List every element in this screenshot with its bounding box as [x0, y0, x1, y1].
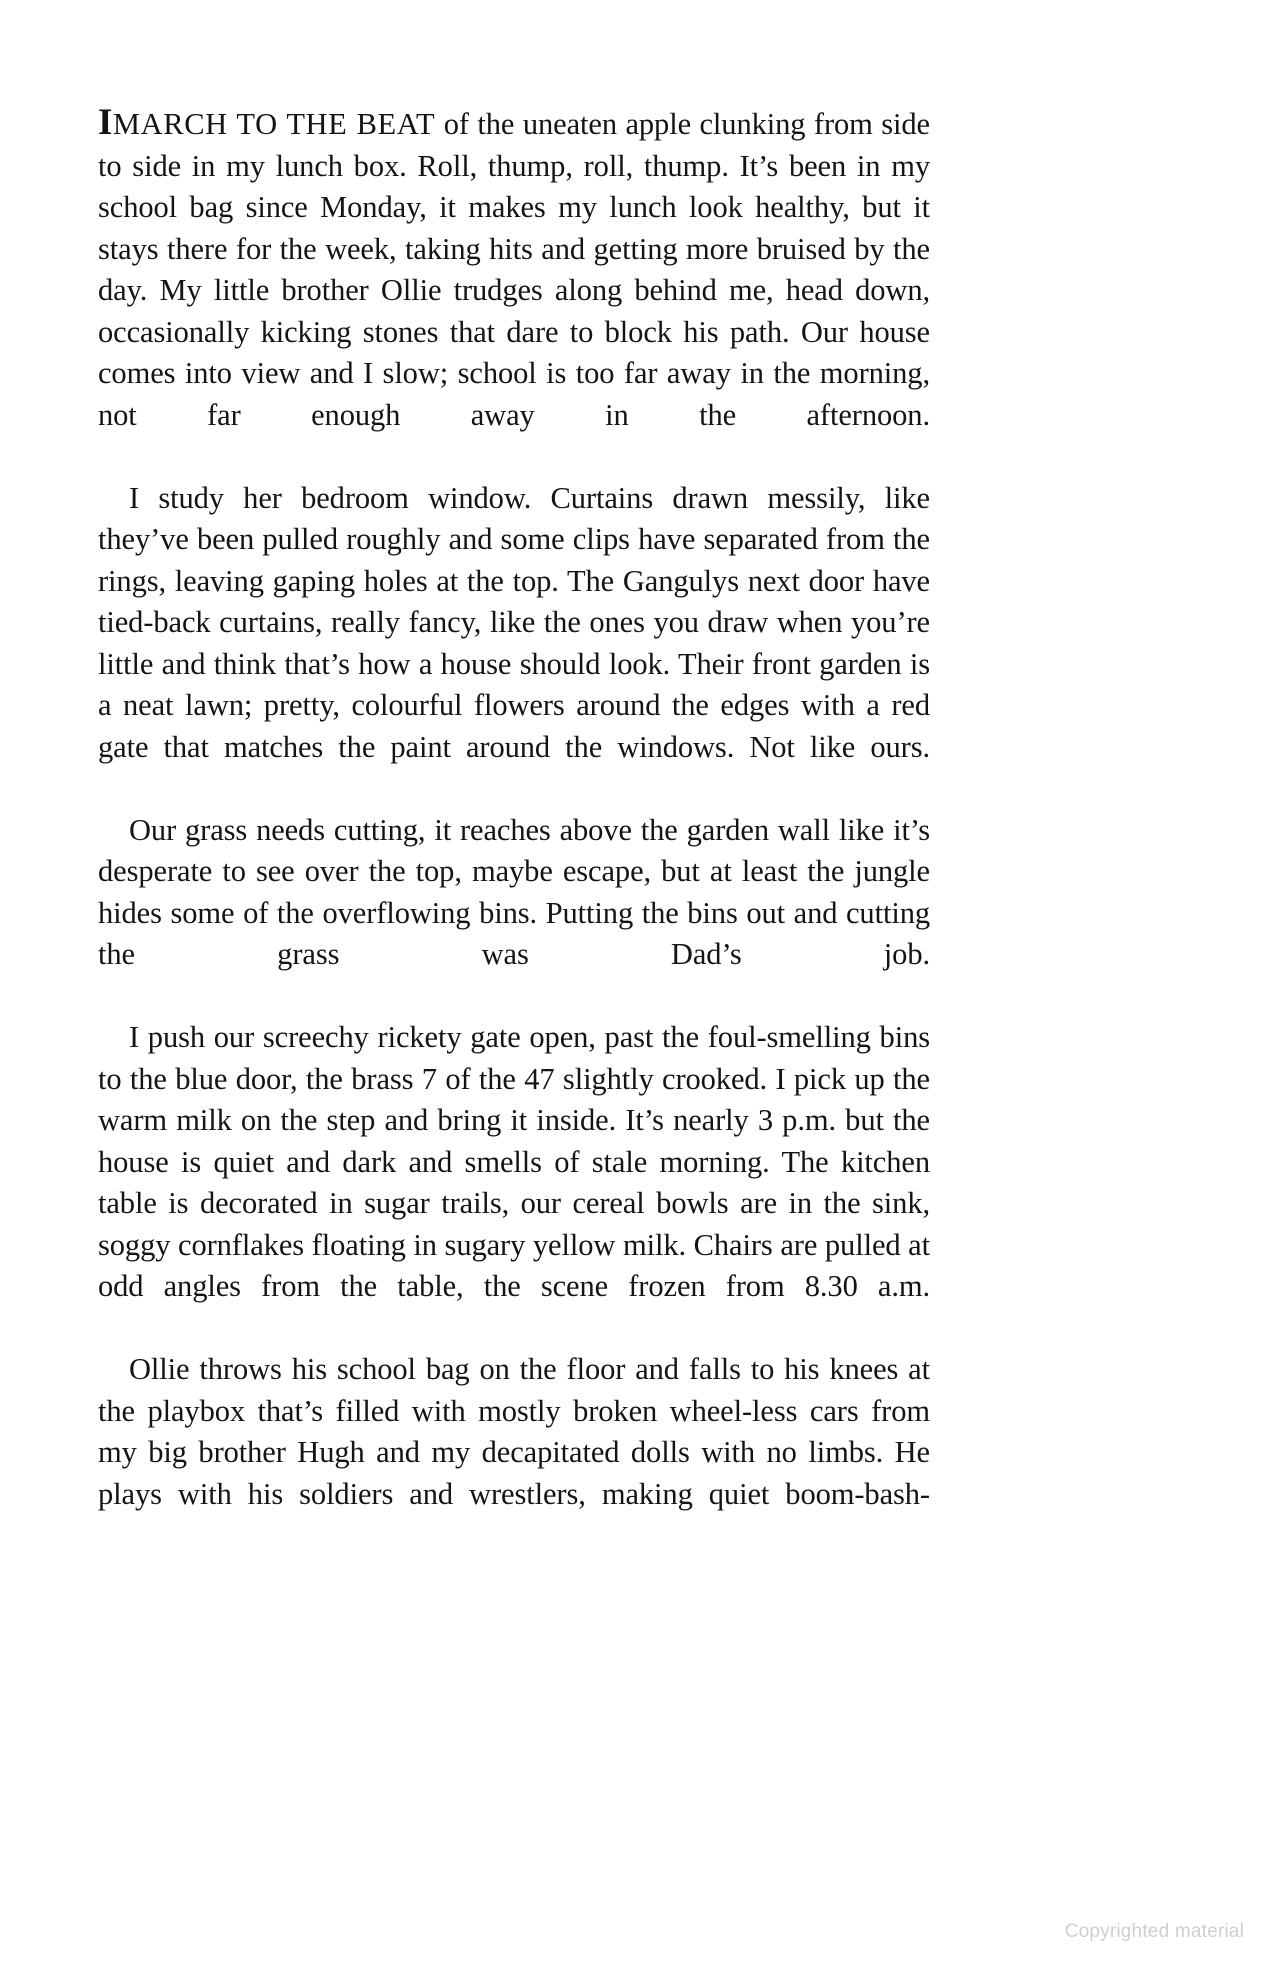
paragraph-5: Ollie throws his school bag on the floor and falls to his knees at the playbox that’s filled with mostly broken wheel-less cars from my big brother Hugh and my decapitated dolls with no limbs. He plays with his soldiers and wrestlers, making quiet boom-bash- [98, 1352, 930, 1511]
paragraph-2: I study her bedroom window. Curtains drawn messily, like they’ve been pulled roughly and some clips have separated from the rings, leaving gaping holes at the top. The Gangulys next door have tied-back curtains, really fancy, like the ones you draw when you’re little and think that’s how a house should look. Their front garden is a neat lawn; pretty, colourful flowers around the edges with a red gate that matches the paint around the windows. Not like ours. [98, 480, 930, 764]
drop-cap-initial: I [98, 102, 113, 143]
paragraph-opening [98, 104, 930, 478]
copyright-watermark: Copyrighted material [1064, 1921, 1244, 1942]
small-caps-lead-in: MARCH TO THE BEAT [112, 107, 436, 141]
paragraph-4: I push our screechy rickety gate open, past the foul-smelling bins to the blue door, the brass 7 of the 47 slightly crooked. I pick up the warm milk on the step and bring it inside. It’s nearly 3 p.m. but the house is quiet and dark and smells of stale morning. The kitchen table is decorated in sugar trails, our cereal bowls are in the sink, soggy cornflakes floating in sugary yellow milk. Chairs are pulled at odd angles from the table, the scene frozen from 8.30 a.m. [98, 1020, 930, 1303]
paragraph-3: Our grass needs cutting, it reaches above the garden wall like it’s desperate to see over the top, maybe escape, but at least the jungle hides some of the overflowing bins. Putting the bins out and cutting the grass was Dad’s job. [98, 812, 930, 971]
paragraph-opening-body: of the uneaten apple clunking from side to side in my lunch box. Roll, thump, roll, thump. It’s been in my school bag since Monday, it makes my lunch look healthy, but it stays there for the week, taking hits and getting more bruised by the day. My little brother Ollie trudges along behind me, head down, occasionally kicking stones that dare to block his path. Our house comes into view and I slow; school is too far away in the morning, not far enough away in the afternoon. [98, 107, 930, 432]
body-text-column [98, 104, 930, 1557]
